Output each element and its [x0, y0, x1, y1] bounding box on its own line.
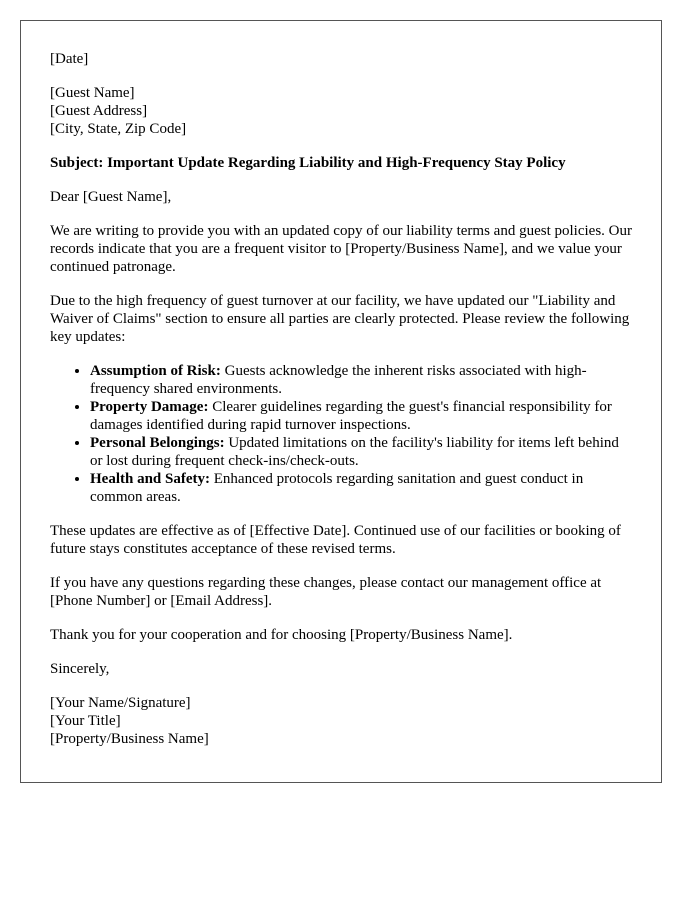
- effective-paragraph: These updates are effective as of [Effective Date]. Continued use of our facilities or booking of future stays constitutes acceptance of these revised terms.: [50, 523, 621, 557]
- update-text: Updated limitations on the facility's liability for items left behind or lost during frequent check-ins/check-outs.: [90, 435, 619, 469]
- signature-business: [Property/Business Name]: [50, 731, 209, 747]
- thanks-paragraph: Thank you for your cooperation and for choosing [Property/Business Name].: [50, 627, 513, 643]
- update-term: Property Damage:: [90, 399, 209, 415]
- list-item: [90, 398, 632, 434]
- update-text: Guests acknowledge the inherent risks associated with high-frequency shared environments.: [90, 363, 587, 397]
- list-item: [90, 470, 632, 506]
- recipient-city-state-zip: [City, State, Zip Code]: [50, 121, 187, 137]
- list-item: [90, 362, 632, 398]
- key-updates-list: [50, 362, 632, 506]
- intro-paragraph: We are writing to provide you with an updated copy of our liability terms and guest policies. Our records indicate that you are a frequent visitor to [Property/Business Name], and we value your continued patronage.: [50, 223, 632, 275]
- signature-block: [50, 694, 632, 748]
- signature-name: [Your Name/Signature]: [50, 695, 191, 711]
- update-term: Health and Safety:: [90, 471, 210, 487]
- update-text: Enhanced protocols regarding sanitation and guest conduct in common areas.: [90, 471, 584, 505]
- letter-subject: Subject: Important Update Regarding Liability and High-Frequency Stay Policy: [50, 155, 566, 171]
- letter-date: [Date]: [50, 51, 89, 67]
- recipient-address: [Guest Address]: [50, 103, 148, 119]
- recipient-address-block: [50, 84, 632, 138]
- letter-closing: Sincerely,: [50, 661, 110, 677]
- letter-document: [20, 20, 662, 783]
- letter-salutation: Dear [Guest Name],: [50, 189, 172, 205]
- update-term: Personal Belongings:: [90, 435, 225, 451]
- recipient-name: [Guest Name]: [50, 85, 135, 101]
- update-text: Clearer guidelines regarding the guest's financial responsibility for damages identified during rapid turnover inspections.: [90, 399, 612, 433]
- list-item: [90, 434, 632, 470]
- contact-paragraph: If you have any questions regarding these changes, please contact our management office at [Phone Number] or [Email Address].: [50, 575, 602, 609]
- update-paragraph: Due to the high frequency of guest turnover at our facility, we have updated our "Liability and Waiver of Claims" section to ensure all parties are clearly protected. Please review the following key updates:: [50, 293, 630, 345]
- update-term: Assumption of Risk:: [90, 363, 221, 379]
- signature-title: [Your Title]: [50, 713, 121, 729]
